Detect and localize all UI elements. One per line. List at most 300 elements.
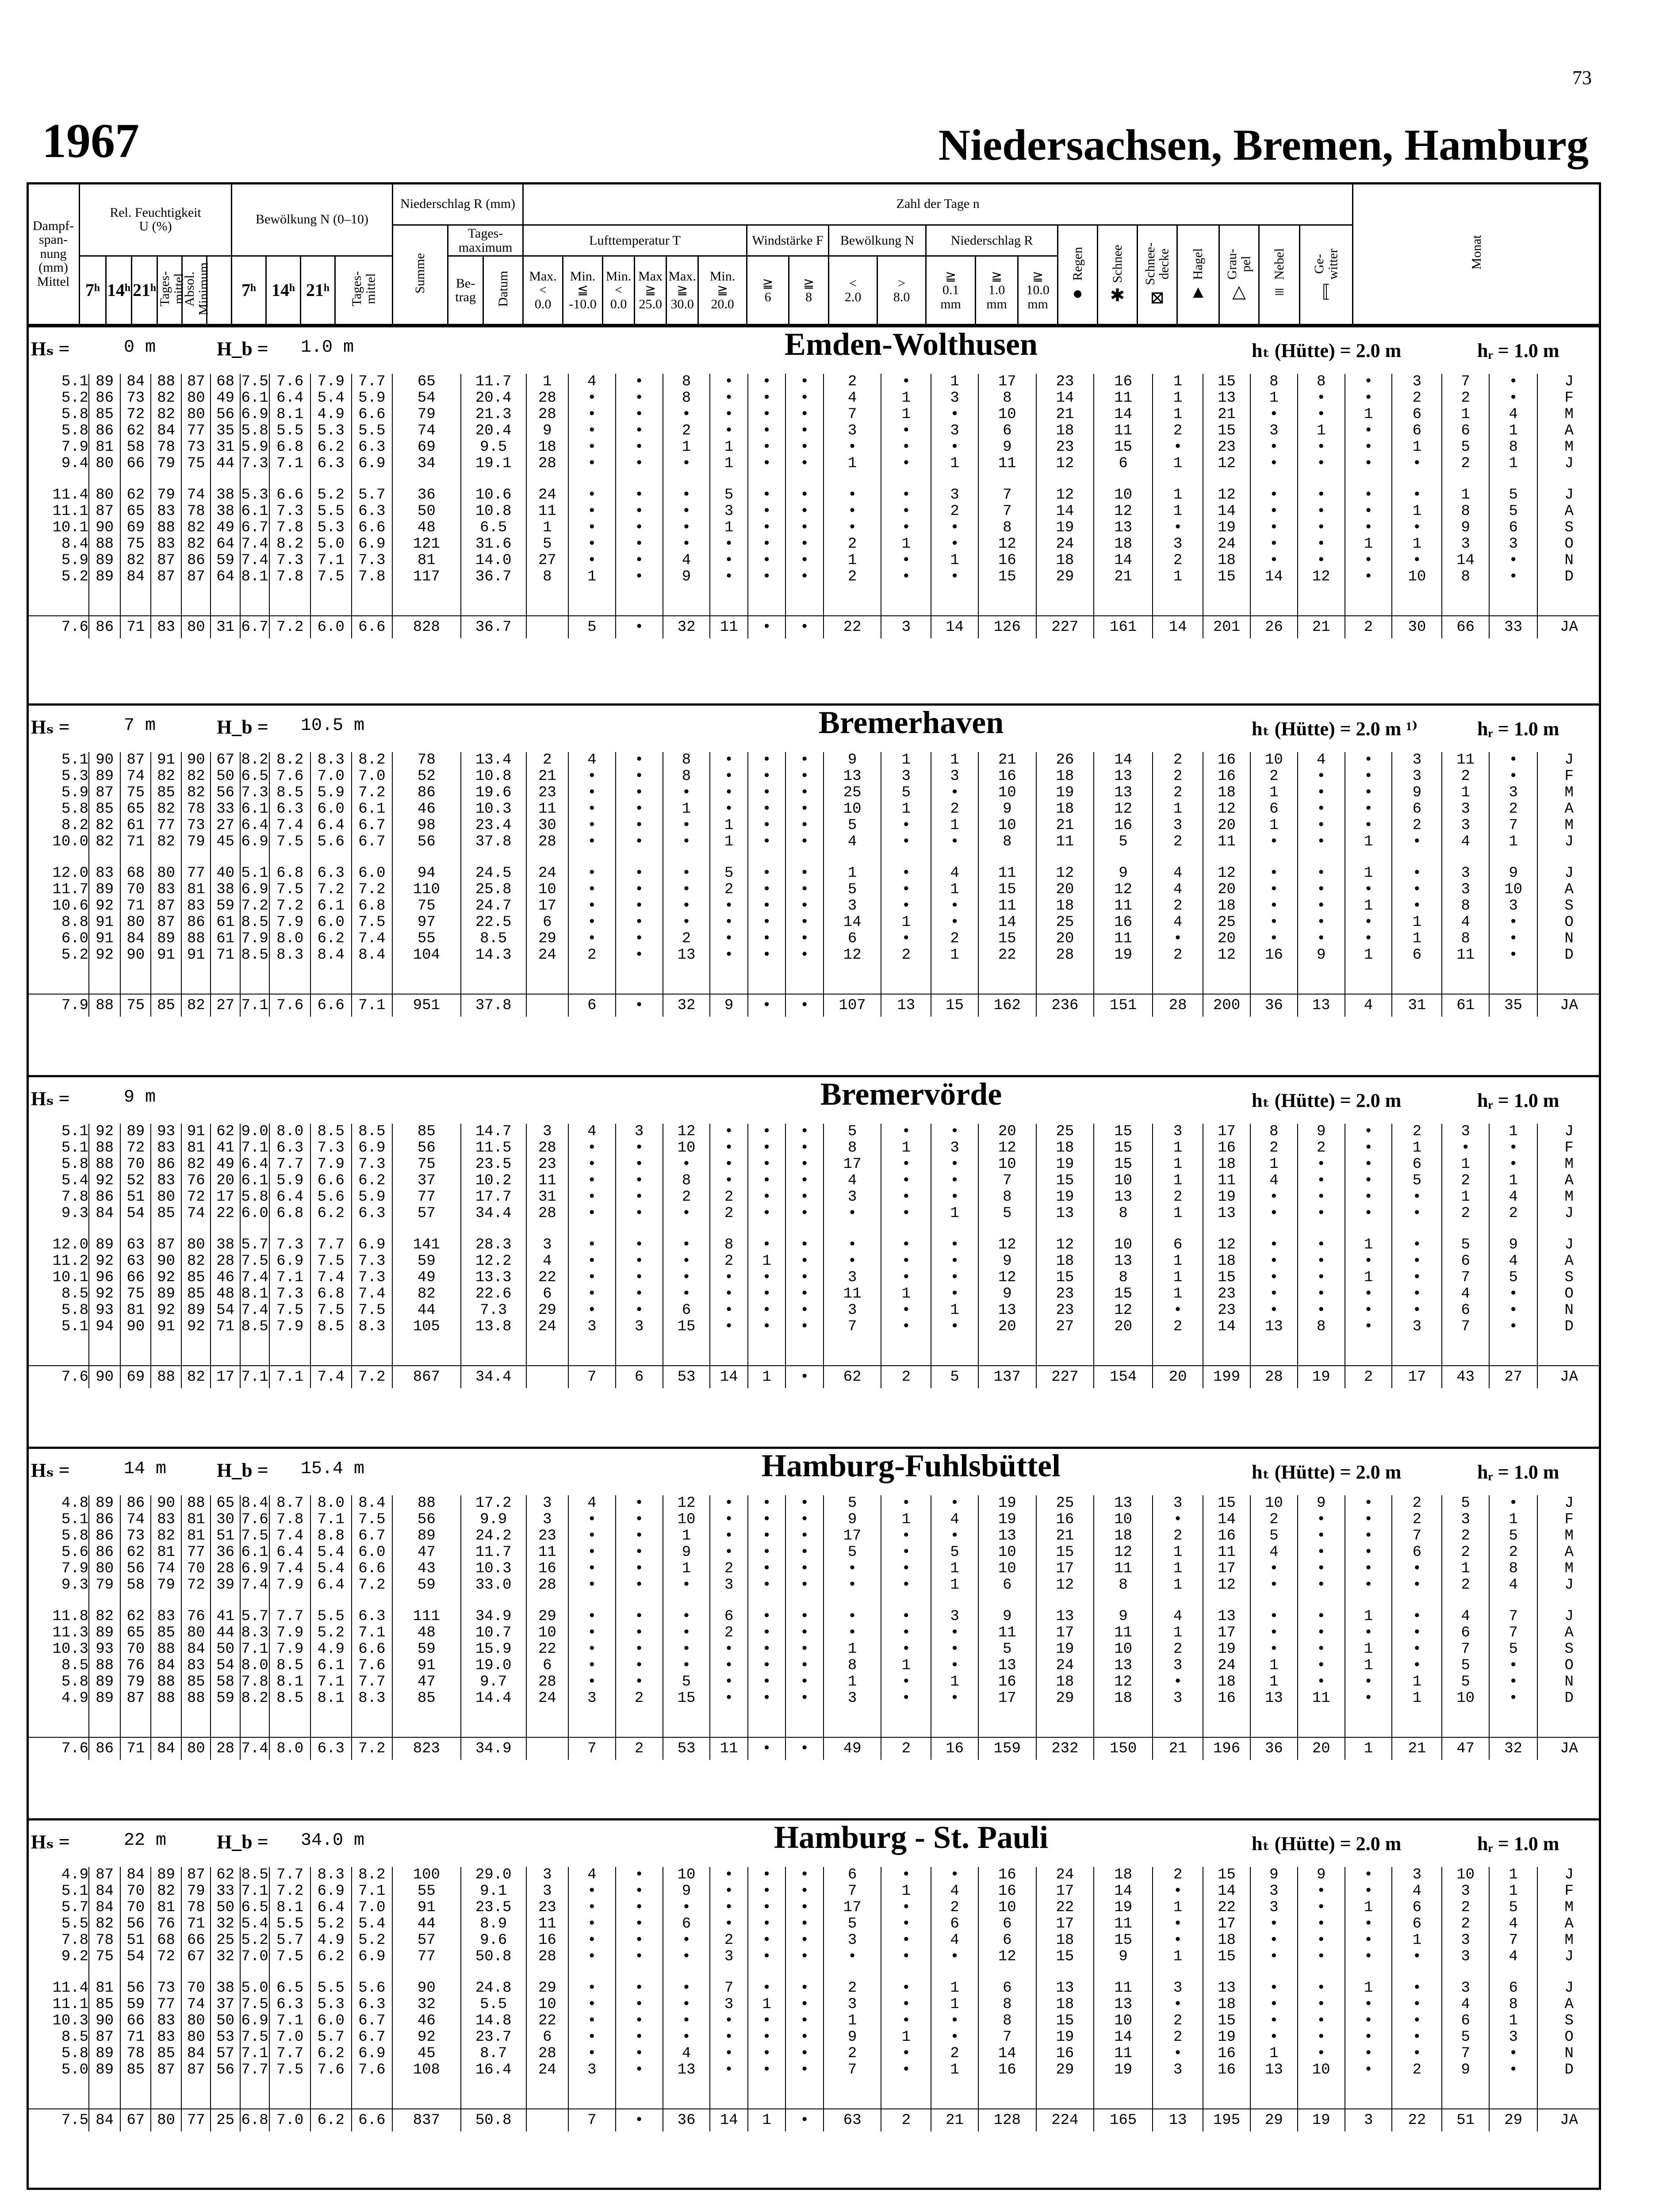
data-cell: 50	[392, 503, 460, 520]
data-cell: 10	[1442, 1690, 1489, 1707]
data-cell: 7	[824, 1883, 881, 1900]
data-cell: 48	[392, 520, 460, 536]
data-cell: 8	[1298, 374, 1345, 390]
data-cell: 7	[824, 2062, 881, 2078]
table-row	[27, 1932, 1601, 1949]
data-cell: •	[931, 536, 978, 553]
data-cell: 74	[120, 768, 151, 785]
data-cell	[392, 1335, 460, 1350]
data-cell: 3	[568, 1690, 616, 1707]
data-cell: 15	[1036, 2013, 1094, 2029]
data-cell	[1298, 2078, 1345, 2093]
data-cell: 1	[526, 374, 568, 390]
data-cell: 7	[568, 1737, 616, 1760]
table-row	[27, 1528, 1601, 1544]
data-cell: 24	[526, 1690, 568, 1707]
data-cell: •	[663, 818, 710, 834]
data-cell: •	[568, 2046, 616, 2062]
data-cell: 85	[151, 1625, 181, 1641]
data-cell: 1	[710, 456, 747, 472]
data-cell: 62	[211, 1124, 240, 1140]
data-cell: 22.6	[461, 1286, 526, 1302]
data-cell: 1	[710, 520, 747, 536]
data-cell: •	[1392, 1625, 1442, 1641]
data-cell: 21	[1153, 1737, 1203, 1760]
data-cell	[1537, 979, 1601, 994]
data-cell: 49	[211, 1156, 240, 1173]
data-cell: 32	[211, 1916, 240, 1932]
data-cell: 3	[1250, 1900, 1298, 1916]
data-cell: •	[881, 1867, 931, 1883]
data-cell: •	[881, 1544, 931, 1561]
data-cell: 2	[881, 947, 931, 964]
data-cell: 4	[1250, 1544, 1298, 1561]
data-cell: 28	[1036, 947, 1094, 964]
data-cell: 199	[1203, 1366, 1250, 1388]
data-cell	[461, 2078, 526, 2093]
data-cell: •	[785, 1609, 823, 1625]
data-cell: •	[1345, 1156, 1392, 1173]
data-cell: 6.9	[240, 1561, 269, 1577]
data-cell: •	[1489, 752, 1537, 768]
data-cell: •	[568, 801, 616, 818]
station-hs-label: Hₛ =	[31, 716, 70, 738]
data-cell: 2	[1442, 1528, 1489, 1544]
data-cell: 8	[824, 1658, 881, 1674]
data-cell: •	[1298, 1609, 1345, 1625]
data-cell: 2	[1250, 1140, 1298, 1156]
data-cell: •	[748, 390, 785, 407]
table-row	[27, 569, 1601, 585]
data-cell: 15	[663, 1690, 710, 1707]
data-cell: 1	[1250, 818, 1298, 834]
data-cell	[1537, 1722, 1601, 1737]
data-cell: 12	[1203, 801, 1250, 818]
data-cell: 93	[151, 1124, 181, 1140]
data-cell: 89	[392, 1528, 460, 1544]
data-cell	[27, 979, 89, 994]
data-cell: •	[1250, 1302, 1298, 1319]
data-cell: 28	[526, 390, 568, 407]
data-cell: 15	[1094, 1140, 1153, 1156]
data-cell: 4	[568, 1495, 616, 1512]
data-cell: 6.9	[240, 2013, 269, 2029]
data-cell	[978, 1965, 1036, 1980]
data-cell: 5.2	[240, 1932, 269, 1949]
data-cell: 24	[1036, 1867, 1094, 1883]
data-cell	[616, 2093, 663, 2109]
data-cell	[392, 1965, 460, 1980]
data-cell: •	[1392, 1949, 1442, 1965]
data-cell: 7.8	[27, 1932, 89, 1949]
data-cell: •	[1489, 569, 1537, 585]
data-cell	[1298, 600, 1345, 616]
data-cell: O	[1537, 914, 1601, 931]
data-cell: J	[1537, 1980, 1601, 1997]
data-cell: •	[1250, 1932, 1298, 1949]
data-cell: •	[1298, 2046, 1345, 2062]
data-cell: 51	[120, 1932, 151, 1949]
data-cell	[568, 2093, 616, 2109]
station-header	[27, 326, 1601, 375]
data-cell: 1	[931, 1997, 978, 2013]
data-cell: 9	[1298, 947, 1345, 964]
data-cell: •	[931, 1495, 978, 1512]
data-cell: 6.2	[352, 1173, 393, 1189]
data-cell: •	[1250, 1206, 1298, 1222]
data-cell: D	[1537, 947, 1601, 964]
data-cell: J	[1537, 1206, 1601, 1222]
data-cell: 7.5	[352, 1302, 393, 1319]
data-cell	[120, 1594, 151, 1609]
data-cell: 15	[1203, 1949, 1250, 1965]
data-cell: •	[1250, 1641, 1298, 1658]
data-cell: 7.3	[461, 1302, 526, 1319]
data-cell: 10.8	[461, 768, 526, 785]
data-cell: 2	[1392, 1495, 1442, 1512]
table-row	[27, 865, 1601, 882]
data-cell: 3	[1392, 768, 1442, 785]
data-cell	[27, 472, 89, 487]
data-cell: •	[785, 1883, 823, 1900]
data-cell	[1392, 1222, 1442, 1237]
data-cell: •	[748, 1140, 785, 1156]
data-cell	[526, 2109, 568, 2131]
data-cell: 7.3	[269, 1237, 310, 1253]
data-cell: 5.7	[310, 2029, 352, 2046]
data-cell: N	[1537, 553, 1601, 569]
data-cell: 23	[1203, 1286, 1250, 1302]
data-cell	[1094, 600, 1153, 616]
data-cell: •	[881, 456, 931, 472]
data-cell: 18	[1036, 553, 1094, 569]
data-cell: 5.8	[27, 1528, 89, 1544]
data-cell	[392, 600, 460, 616]
data-cell: 7.9	[310, 1156, 352, 1173]
data-cell: O	[1537, 1658, 1601, 1674]
data-cell: 1	[1442, 785, 1489, 801]
data-cell: 12	[663, 1124, 710, 1140]
data-cell: 31	[211, 439, 240, 456]
data-cell	[27, 1335, 89, 1350]
data-cell	[785, 850, 823, 865]
data-cell: 823	[392, 1737, 460, 1760]
data-cell: 8.0	[240, 1658, 269, 1674]
data-cell: 9	[663, 569, 710, 585]
data-cell	[1250, 472, 1298, 487]
data-cell	[1298, 1722, 1345, 1737]
data-cell: A	[1537, 1916, 1601, 1932]
data-cell: 10	[824, 801, 881, 818]
data-cell: •	[1392, 487, 1442, 503]
data-cell: 5	[824, 1916, 881, 1932]
data-cell: •	[881, 439, 931, 456]
data-cell: 7.2	[310, 882, 352, 898]
data-cell: 3	[1442, 1512, 1489, 1528]
data-cell: •	[785, 1319, 823, 1335]
data-cell: 6.0	[310, 616, 352, 638]
data-cell: •	[568, 2013, 616, 2029]
data-cell: •	[785, 2046, 823, 2062]
data-cell: •	[663, 914, 710, 931]
data-cell: 68	[120, 865, 151, 882]
data-cell: 62	[824, 1366, 881, 1388]
data-cell: 5.9	[352, 1189, 393, 1206]
data-cell: 5.1	[27, 1140, 89, 1156]
data-cell: 4	[1345, 994, 1392, 1017]
data-cell: •	[616, 1609, 663, 1625]
data-cell: 7.9	[269, 1577, 310, 1594]
data-cell: •	[1250, 1949, 1298, 1965]
data-cell	[1345, 850, 1392, 865]
data-cell: 1	[1392, 1932, 1442, 1949]
data-cell	[27, 2078, 89, 2093]
data-cell	[269, 1707, 310, 1722]
data-cell: •	[931, 1625, 978, 1641]
data-cell: •	[748, 1916, 785, 1932]
data-cell: 72	[151, 1949, 181, 1965]
data-cell	[824, 1335, 881, 1350]
data-cell: 49	[824, 1737, 881, 1760]
data-cell: •	[710, 752, 747, 768]
data-cell: 73	[181, 439, 211, 456]
data-cell: 12	[663, 1495, 710, 1512]
data-cell: 79	[181, 1883, 211, 1900]
data-cell	[27, 964, 89, 979]
data-cell	[1489, 1722, 1537, 1737]
data-cell	[748, 1222, 785, 1237]
station-hut-height: hₜ (Hütte) = 2.0 m	[1252, 1461, 1402, 1483]
data-cell: 3	[526, 1867, 568, 1883]
data-cell: 86	[151, 1156, 181, 1173]
data-cell	[1203, 1335, 1250, 1350]
data-cell: 2	[710, 1625, 747, 1641]
data-cell: 7.1	[352, 994, 393, 1017]
data-cell: 20	[978, 1319, 1036, 1335]
data-cell: 54	[392, 390, 460, 407]
data-cell: •	[1298, 834, 1345, 850]
data-cell: 1	[1489, 1867, 1537, 1883]
data-cell: •	[881, 503, 931, 520]
data-cell: 17	[1203, 1561, 1250, 1577]
data-cell	[1153, 964, 1203, 979]
data-cell: 79	[151, 487, 181, 503]
data-cell: 6.2	[310, 1206, 352, 1222]
data-cell	[526, 964, 568, 979]
data-cell: 7.0	[269, 2029, 310, 2046]
data-cell	[1250, 1222, 1298, 1237]
data-cell: 1	[1345, 865, 1392, 882]
data-cell: •	[710, 947, 747, 964]
data-cell: •	[616, 752, 663, 768]
data-cell	[1153, 1722, 1203, 1737]
data-cell: 19.1	[461, 456, 526, 472]
data-cell: •	[1345, 1319, 1392, 1335]
data-cell: 7.4	[352, 931, 393, 947]
table-row	[27, 1949, 1601, 1965]
data-cell: •	[1298, 818, 1345, 834]
data-cell: •	[785, 1528, 823, 1544]
data-cell: 9	[1298, 1495, 1345, 1512]
data-cell: •	[748, 374, 785, 390]
data-cell: •	[748, 785, 785, 801]
data-cell: 2	[931, 1900, 978, 1916]
data-cell: 89	[151, 1867, 181, 1883]
data-cell: 6	[1489, 1980, 1537, 1997]
data-cell: J	[1537, 1495, 1601, 1512]
data-cell: 7.6	[27, 1737, 89, 1760]
weather-symbol-icon: ≡	[1274, 282, 1284, 302]
data-cell	[978, 964, 1036, 979]
data-cell: 10	[978, 818, 1036, 834]
data-cell	[89, 1722, 120, 1737]
data-cell	[461, 1722, 526, 1737]
data-cell: 89	[89, 569, 120, 585]
data-cell: 86	[89, 616, 120, 638]
data-cell: 61	[1442, 994, 1489, 1017]
data-cell: 23	[526, 1528, 568, 1544]
data-cell: 77	[181, 2109, 211, 2131]
data-cell: •	[748, 2062, 785, 2078]
data-cell: 1	[881, 1658, 931, 1674]
data-cell	[931, 2093, 978, 2109]
data-cell	[1036, 1335, 1094, 1350]
data-cell: 12	[1036, 1237, 1094, 1253]
data-cell: 13	[1036, 1980, 1094, 1997]
data-cell	[710, 1965, 747, 1980]
data-cell: 78	[181, 801, 211, 818]
data-cell: 5.9	[310, 785, 352, 801]
table-row	[27, 390, 1601, 407]
data-cell	[240, 1594, 269, 1609]
data-cell: 3	[824, 1690, 881, 1707]
data-cell: 80	[151, 1189, 181, 1206]
data-cell	[1250, 2078, 1298, 2093]
data-cell: 79	[392, 407, 460, 423]
data-cell: 7.6	[27, 616, 89, 638]
data-cell: 3	[824, 1302, 881, 1319]
data-cell: 28	[526, 1674, 568, 1690]
data-cell: 77	[181, 1544, 211, 1561]
data-cell: 5.1	[27, 752, 89, 768]
data-cell: 110	[392, 882, 460, 898]
data-cell: A	[1537, 1173, 1601, 1189]
table-row	[27, 439, 1601, 456]
data-cell	[1036, 2093, 1094, 2109]
data-cell: •	[616, 2029, 663, 2046]
station-hs-value: 22 m	[124, 1831, 167, 1851]
data-cell: •	[568, 1900, 616, 1916]
data-cell: 33.0	[461, 1577, 526, 1594]
data-cell: 7	[824, 407, 881, 423]
data-cell: •	[568, 536, 616, 553]
data-cell: 8.0	[269, 931, 310, 947]
data-cell: •	[881, 1528, 931, 1544]
data-cell: •	[616, 1997, 663, 2013]
data-cell: 2	[1153, 423, 1203, 439]
data-cell: 87	[181, 1867, 211, 1883]
data-cell: 7.4	[269, 1528, 310, 1544]
station-hb-label: H_b =	[217, 1831, 268, 1853]
data-cell: 13	[1036, 1206, 1094, 1222]
data-cell	[1094, 979, 1153, 994]
data-cell: 2	[1153, 1189, 1203, 1206]
data-cell: 62	[120, 1609, 151, 1625]
data-cell: 92	[392, 2029, 460, 2046]
data-cell	[461, 850, 526, 865]
data-cell: •	[568, 1286, 616, 1302]
data-cell: •	[1489, 1319, 1537, 1335]
data-cell: •	[616, 1270, 663, 1286]
data-cell: 61	[211, 931, 240, 947]
data-cell: 6	[1392, 1544, 1442, 1561]
data-cell: 11	[1094, 1625, 1153, 1641]
data-cell	[526, 850, 568, 865]
station-hb-value: 10.5 m	[301, 716, 365, 736]
data-cell	[1489, 1222, 1537, 1237]
station-data-table	[27, 374, 1601, 638]
data-cell: •	[1345, 1997, 1392, 2013]
data-cell	[526, 585, 568, 600]
data-cell	[1489, 585, 1537, 600]
data-cell: •	[748, 1302, 785, 1319]
data-cell: 88	[151, 374, 181, 390]
data-cell: 89	[151, 1286, 181, 1302]
spacer-row	[27, 1222, 1601, 1237]
data-cell: 6	[978, 423, 1036, 439]
data-cell	[1392, 1965, 1442, 1980]
data-cell	[1537, 850, 1601, 865]
data-cell: 14	[1094, 407, 1153, 423]
data-cell: 1	[824, 1674, 881, 1690]
data-cell: 8	[978, 1189, 1036, 1206]
data-cell: •	[785, 1512, 823, 1528]
data-cell: F	[1537, 1883, 1601, 1900]
data-cell: •	[1345, 520, 1392, 536]
data-cell	[1203, 2078, 1250, 2093]
data-cell: 3	[931, 1140, 978, 1156]
data-cell	[310, 1222, 352, 1237]
data-cell: 5.7	[269, 1932, 310, 1949]
data-cell: •	[663, 503, 710, 520]
data-cell: 10	[1489, 882, 1537, 898]
data-cell	[568, 1335, 616, 1350]
data-cell: 8.2	[352, 752, 393, 768]
data-cell	[240, 979, 269, 994]
data-cell: 27	[1489, 1366, 1537, 1388]
data-cell: 3	[824, 1270, 881, 1286]
data-cell: •	[663, 2013, 710, 2029]
data-cell: •	[748, 407, 785, 423]
data-cell: 7.4	[240, 553, 269, 569]
data-cell	[824, 2078, 881, 2093]
data-cell: 2	[1153, 898, 1203, 914]
data-cell: 88	[392, 1495, 460, 1512]
data-cell: •	[1298, 768, 1345, 785]
station-hut-height: hₜ (Hütte) = 2.0 m	[1252, 1833, 1402, 1855]
data-cell: •	[785, 2013, 823, 2029]
data-cell: 20	[1036, 931, 1094, 947]
data-cell	[616, 1335, 663, 1350]
data-cell: 5.1	[27, 1883, 89, 1900]
data-cell: 32	[392, 1997, 460, 2013]
data-cell	[1442, 850, 1489, 865]
data-cell: 8.5	[27, 1658, 89, 1674]
data-cell: •	[710, 1528, 747, 1544]
data-cell: 11	[1203, 1544, 1250, 1561]
data-cell	[1537, 1594, 1601, 1609]
data-cell: 85	[392, 1124, 460, 1140]
